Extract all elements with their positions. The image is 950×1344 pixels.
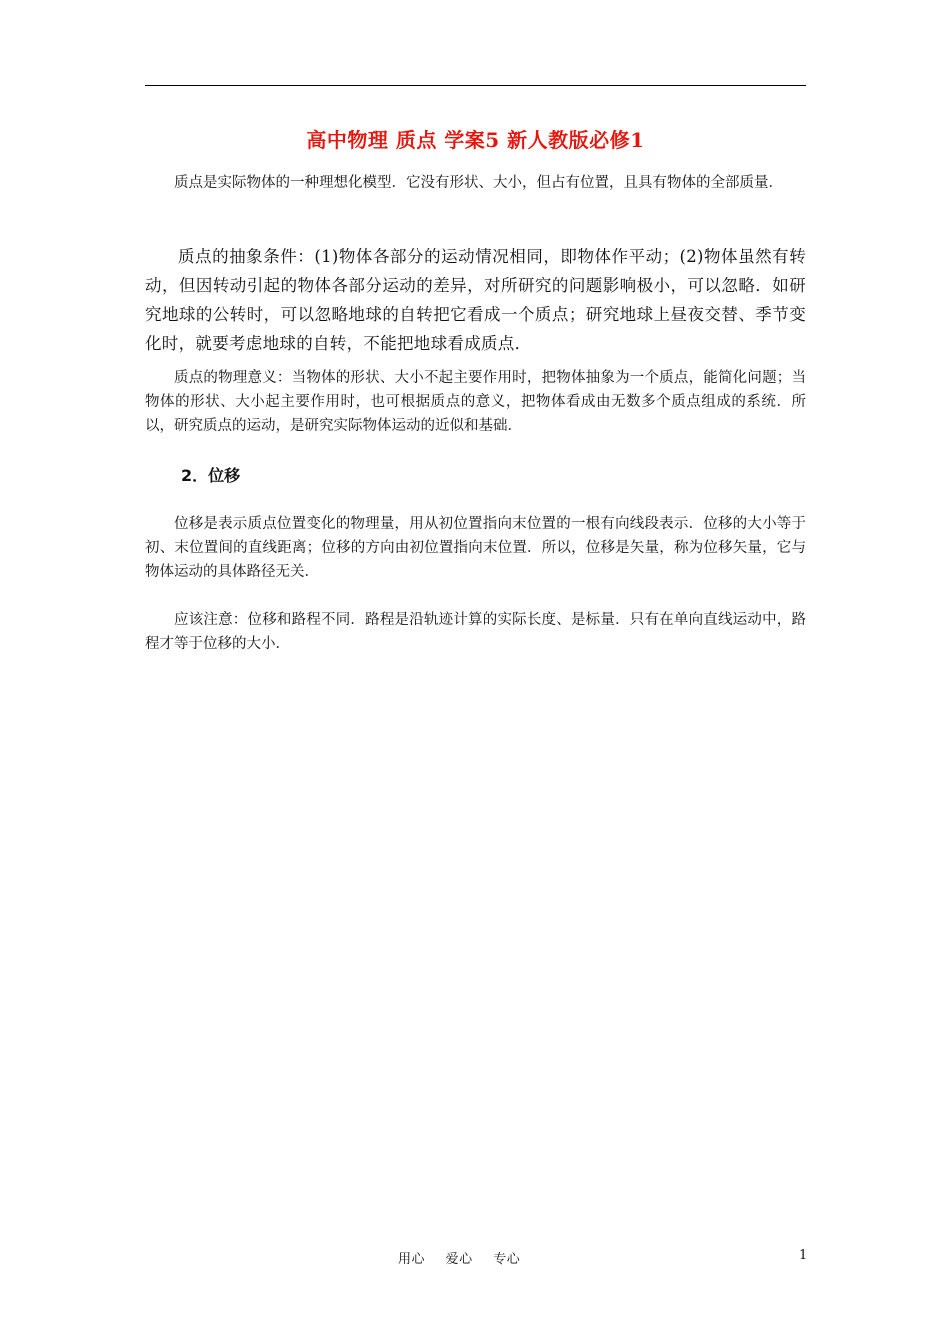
document-title: 高中物理 质点 学案5 新人教版必修1 bbox=[306, 128, 645, 152]
paragraph-definition: 质点是实际物体的一种理想化模型．它没有形状、大小，但占有位置，且具有物体的全部质量． bbox=[174, 175, 783, 191]
header-rule bbox=[145, 85, 806, 86]
paragraph-physical-meaning: 质点的物理意义：当物体的形状、大小不起主要作用时，把物体抽象为一个质点，能简化问题；当物体的形状、大小起主要作用时，也可根据质点的意义，把物体看成由无数多个质点组成的系统．所以，研究质点的运动，是研究实际物体运动的近似和基础． bbox=[145, 370, 806, 434]
page-number: 1 bbox=[799, 1248, 808, 1263]
paragraph-abstraction-conditions: 质点的抽象条件：(1)物体各部分的运动情况相同，即物体作平动；(2)物体虽然有转动，但因转动引起的物体各部分运动的差异，对所研究的问题影响极小，可以忽略．如研究地球的公转时，可以忽略地球的自转把它看成一个质点；研究地球上昼夜交替、季节变化时，就要考虑地球的自转，不能把地球看成质点． bbox=[145, 247, 806, 353]
paragraph-displacement-definition: 位移是表示质点位置变化的物理量，用从初位置指向末位置的一根有向线段表示．位移的大小等于初、末位置间的直线距离；位移的方向由初位置指向末位置．所以，位移是矢量，称为位移矢量，它与物体运动的具体路径无关． bbox=[145, 516, 806, 580]
paragraph-displacement-note: 应该注意：位移和路程不同．路程是沿轨迹计算的实际长度、是标量．只有在单向直线运动中，路程才等于位移的大小． bbox=[145, 612, 806, 652]
section-heading-displacement: 2．位移 bbox=[181, 466, 241, 485]
page-footer bbox=[0, 1248, 950, 1270]
footer-motto: 用心 爱心 专心 bbox=[398, 1252, 521, 1267]
